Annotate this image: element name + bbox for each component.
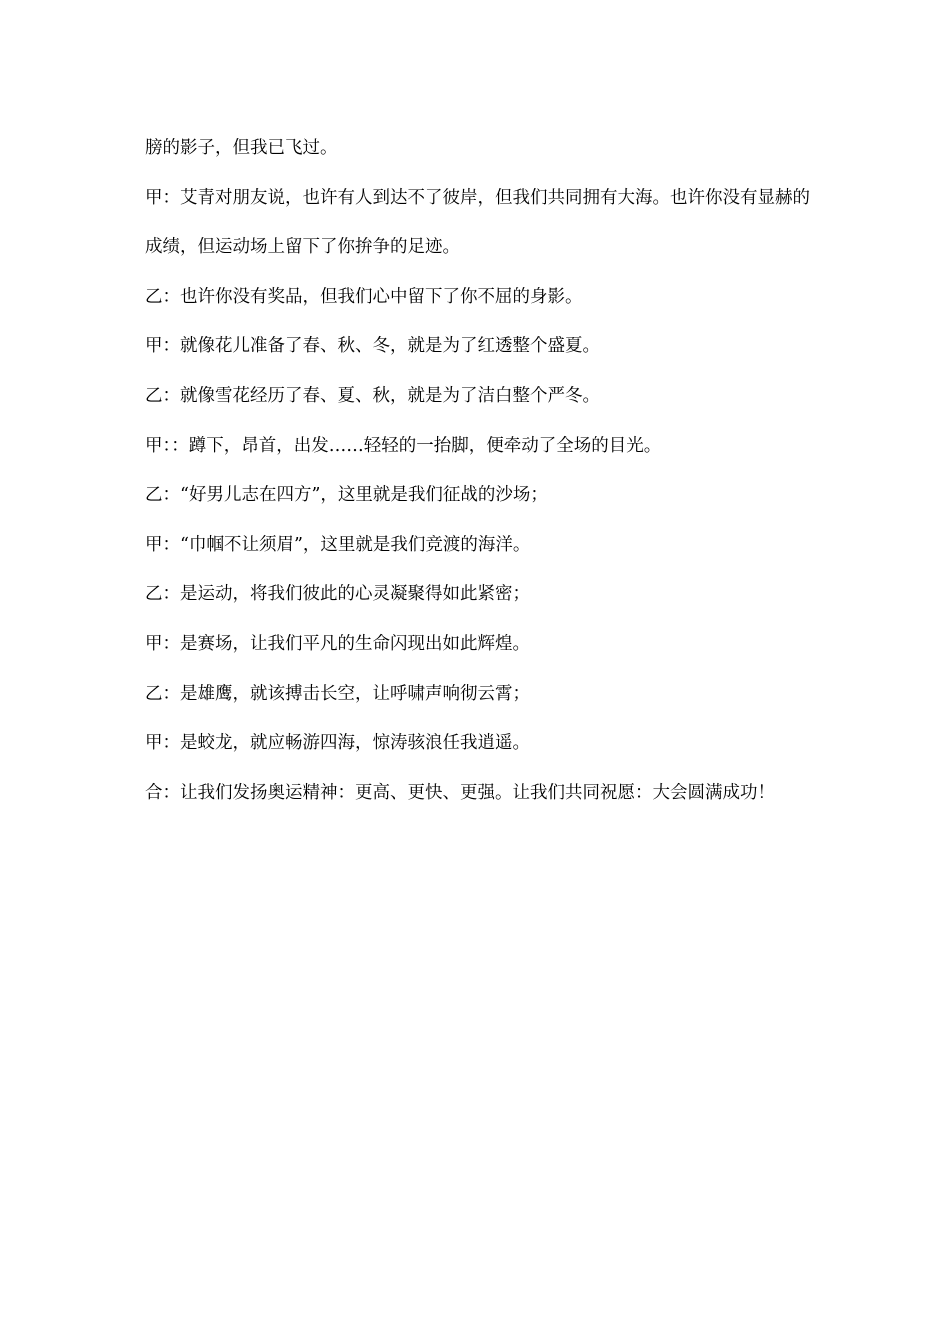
paragraph-7: 乙：“好男儿志在四方”，这里就是我们征战的沙场； (145, 485, 548, 506)
paragraph-5: 乙：就像雪花经历了春、夏、秋，就是为了洁白整个严冬。 (145, 385, 600, 406)
document-body (145, 124, 815, 818)
paragraph-13: 合：让我们发扬奥运精神：更高、更快、更强。让我们共同祝愿：大会圆满成功！ (145, 782, 775, 803)
paragraph-2: 甲：艾青对朋友说，也许有人到达不了彼岸，但我们共同拥有大海。也许你没有显赫的成绩，但运动场上留下了你拚争的足迹。 (145, 187, 810, 258)
paragraph-12: 甲：是蛟龙，就应畅游四海，惊涛骇浪任我逍遥。 (145, 733, 530, 754)
paragraph-3: 乙：也许你没有奖品，但我们心中留下了你不屈的身影。 (145, 286, 583, 307)
paragraph-10: 甲：是赛场，让我们平凡的生命闪现出如此辉煌。 (145, 633, 530, 654)
paragraph-11: 乙：是雄鹰，就该搏击长空，让呼啸声响彻云霄； (145, 683, 530, 704)
paragraph-6: 甲：：蹲下，昂首，出发……轻轻的一抬脚，便牵动了全场的目光。 (145, 435, 662, 456)
paragraph-8: 甲：“巾帼不让须眉”，这里就是我们竞渡的海洋。 (145, 534, 531, 555)
paragraph-4: 甲：就像花儿准备了春、秋、冬，就是为了红透整个盛夏。 (145, 336, 600, 357)
paragraph-9: 乙：是运动，将我们彼此的心灵凝聚得如此紧密； (145, 584, 530, 605)
paragraph-1: 膀的影子，但我已飞过。 (145, 138, 338, 158)
